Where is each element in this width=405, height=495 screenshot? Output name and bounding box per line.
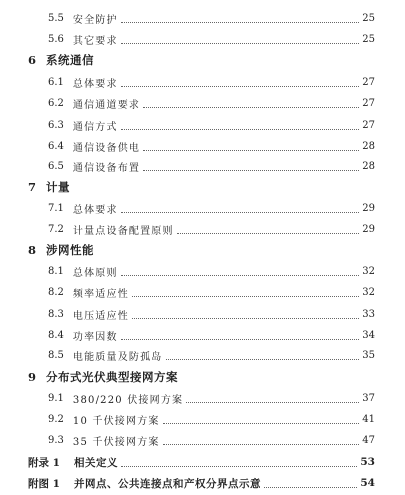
toc-entry [48, 306, 375, 322]
toc-page-number: 34 [362, 329, 375, 341]
toc-number: 9.3 [48, 434, 64, 446]
toc-number: 6.4 [48, 140, 64, 152]
toc-title: 涉网性能 [46, 243, 95, 257]
toc-entry [48, 432, 375, 448]
dot-leader [121, 129, 360, 130]
toc-entry [48, 390, 375, 406]
dot-leader [163, 423, 360, 424]
toc-entry [48, 95, 375, 111]
toc-title: 总体要求 [72, 78, 118, 90]
dot-leader [143, 170, 359, 171]
dot-leader [132, 318, 359, 319]
dot-leader [132, 296, 359, 297]
toc-entry [48, 263, 375, 279]
toc-number: 9.1 [48, 392, 64, 404]
toc-page-number: 25 [362, 12, 375, 24]
toc-number: 附图 1 [28, 477, 60, 490]
toc-title: 通信通道要求 [72, 99, 141, 111]
toc-number: 8.1 [48, 265, 64, 277]
toc-entry [28, 454, 375, 470]
toc-number: 8.2 [48, 286, 64, 298]
toc-entry [48, 117, 375, 133]
dot-leader [186, 402, 359, 403]
toc-number: 8 [28, 243, 37, 257]
toc-entry [28, 475, 375, 491]
toc-entry [48, 200, 375, 216]
toc-title: 电能质量及防孤岛 [72, 351, 163, 363]
toc-chapter-heading [28, 52, 94, 68]
toc-number: 6.1 [48, 76, 64, 88]
toc-title: 总体要求 [72, 204, 118, 216]
dot-leader [163, 444, 360, 445]
toc-number: 7.1 [48, 202, 64, 214]
dot-leader [143, 150, 359, 151]
toc-page-number: 47 [362, 434, 375, 446]
toc-title: 功率因数 [72, 331, 118, 343]
toc-entry [48, 221, 375, 237]
dot-leader [166, 359, 360, 360]
toc-number: 7.2 [48, 223, 64, 235]
toc-number: 5.6 [48, 33, 64, 45]
dot-leader [143, 107, 359, 108]
toc-number: 8.5 [48, 349, 64, 361]
toc-entry [48, 74, 375, 90]
toc-title: 总体原则 [72, 267, 118, 279]
toc-chapter-heading [28, 242, 94, 258]
toc-title: 分布式光伏典型接网方案 [46, 370, 179, 384]
toc-number: 8.4 [48, 329, 64, 341]
toc-chapter-heading [28, 179, 70, 195]
toc-title: 10 千伏接网方案 [72, 415, 160, 427]
toc-page-number: 41 [362, 413, 375, 425]
toc-page-number: 33 [362, 308, 375, 320]
toc-page-number: 28 [362, 140, 375, 152]
dot-leader [121, 339, 360, 340]
toc-page-number: 27 [362, 119, 375, 131]
toc-number: 6.2 [48, 97, 64, 109]
toc-page-number: 53 [360, 456, 375, 468]
dot-leader [177, 233, 360, 234]
toc-page-number: 27 [362, 76, 375, 88]
toc-page-number: 27 [362, 97, 375, 109]
toc-page-number: 29 [362, 202, 375, 214]
toc-title: 电压适应性 [72, 310, 129, 322]
toc-page-number: 28 [362, 160, 375, 172]
toc-title: 通信设备布置 [72, 162, 141, 174]
toc-page-number: 29 [362, 223, 375, 235]
toc-title: 系统通信 [46, 53, 95, 67]
toc-entry [48, 138, 375, 154]
dot-leader [121, 22, 360, 23]
toc-number: 5.5 [48, 12, 64, 24]
toc-page-number: 32 [362, 265, 375, 277]
toc-page-number: 35 [362, 349, 375, 361]
toc-title: 并网点、公共连接点和产权分界点示意 [73, 477, 261, 490]
toc-number: 6.3 [48, 119, 64, 131]
dot-leader [121, 275, 360, 276]
toc-entry [48, 31, 375, 47]
toc-title: 计量点设备配置原则 [72, 225, 174, 237]
toc-title: 35 千伏接网方案 [72, 436, 160, 448]
toc-title: 频率适应性 [72, 288, 129, 300]
toc-entry [48, 158, 375, 174]
toc-entry [48, 284, 375, 300]
toc-title: 通信方式 [72, 121, 118, 133]
toc-number: 9.2 [48, 413, 64, 425]
toc-number: 6 [28, 53, 37, 67]
dot-leader [121, 86, 360, 87]
toc-title: 相关定义 [73, 456, 118, 469]
toc-title: 计量 [46, 180, 71, 194]
toc-title: 其它要求 [72, 35, 118, 47]
toc-entry [48, 327, 375, 343]
toc-chapter-heading [28, 369, 178, 385]
toc-number: 7 [28, 180, 37, 194]
toc-page-number: 32 [362, 286, 375, 298]
toc-entry [48, 10, 375, 26]
toc-title: 安全防护 [72, 14, 118, 26]
toc-page-number: 37 [362, 392, 375, 404]
toc-number: 6.5 [48, 160, 64, 172]
toc-title: 通信设备供电 [72, 142, 141, 154]
toc-page-number: 54 [360, 477, 375, 489]
dot-leader [121, 212, 360, 213]
toc-page-number: 25 [362, 33, 375, 45]
toc-number: 8.3 [48, 308, 64, 320]
toc-entry [48, 347, 375, 363]
dot-leader [264, 487, 357, 488]
toc-number: 9 [28, 370, 37, 384]
dot-leader [121, 466, 357, 467]
dot-leader [121, 43, 360, 44]
toc-number: 附录 1 [28, 456, 60, 469]
toc-entry [48, 411, 375, 427]
toc-title: 380/220 伏接网方案 [72, 394, 184, 406]
